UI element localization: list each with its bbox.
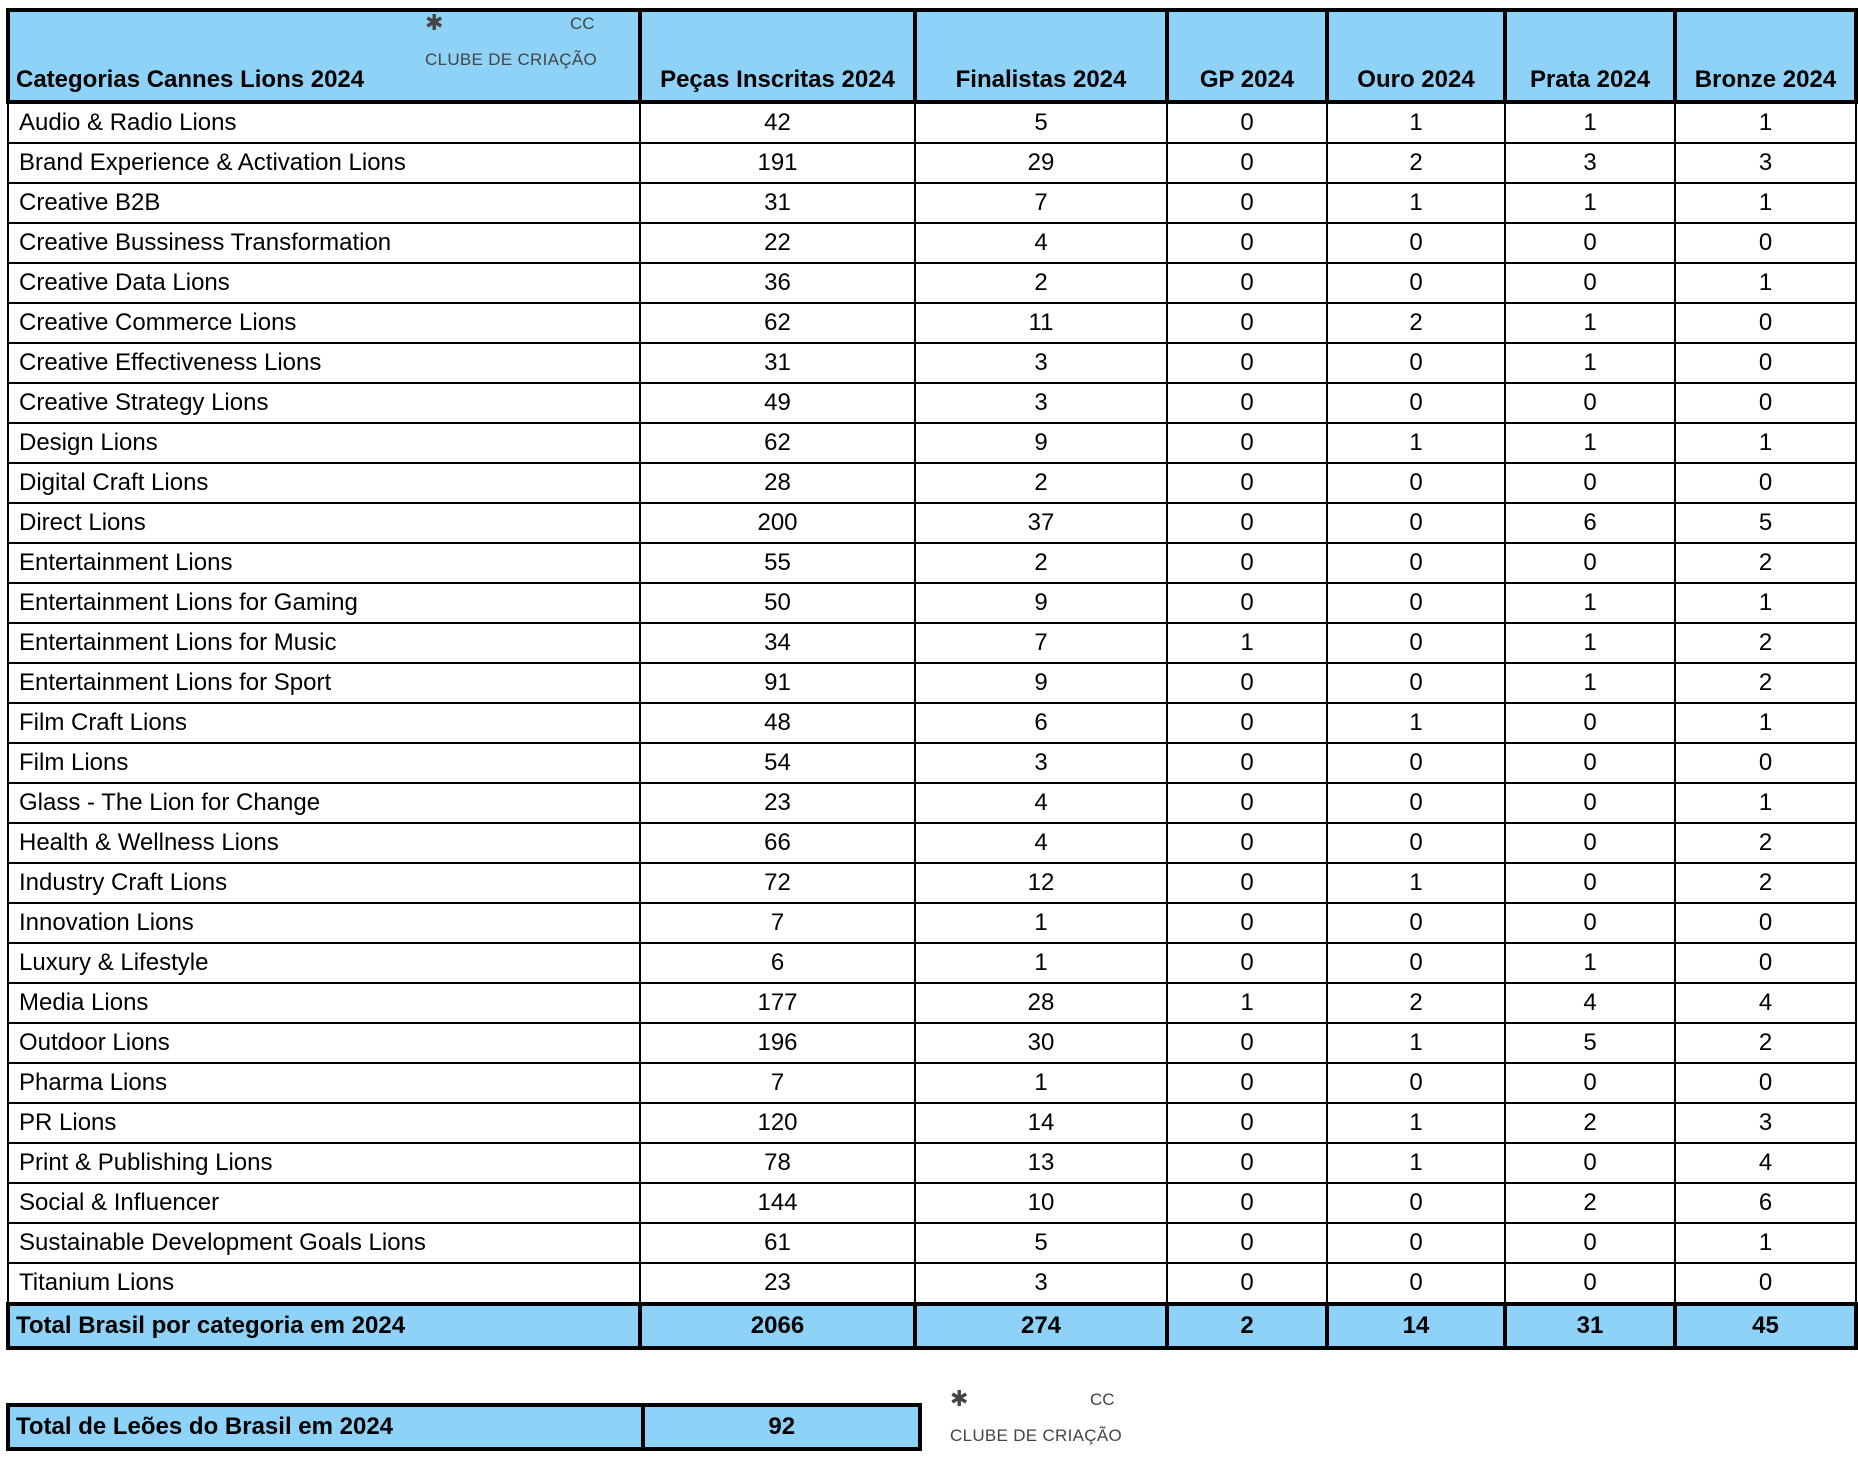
table-row bbox=[8, 1103, 1856, 1143]
cell-silver: 0 bbox=[1505, 1143, 1675, 1183]
table-row bbox=[8, 1183, 1856, 1223]
total-bronze: 45 bbox=[1675, 1304, 1856, 1348]
cell-bronze: 1 bbox=[1675, 583, 1856, 623]
cell-bronze: 2 bbox=[1675, 1023, 1856, 1063]
cell-gp: 0 bbox=[1167, 1103, 1327, 1143]
cell-silver: 1 bbox=[1505, 183, 1675, 223]
cell-category: Design Lions bbox=[8, 423, 640, 463]
cell-gold: 0 bbox=[1327, 583, 1505, 623]
cell-category: Industry Craft Lions bbox=[8, 863, 640, 903]
cell-entries: 78 bbox=[640, 1143, 915, 1183]
cell-category: Entertainment Lions for Gaming bbox=[8, 583, 640, 623]
cell-finalists: 10 bbox=[915, 1183, 1167, 1223]
table-row bbox=[8, 1063, 1856, 1103]
table-row bbox=[8, 743, 1856, 783]
cell-silver: 0 bbox=[1505, 1263, 1675, 1304]
cell-finalists: 30 bbox=[915, 1023, 1167, 1063]
cell-entries: 36 bbox=[640, 263, 915, 303]
cell-gold: 2 bbox=[1327, 143, 1505, 183]
cell-bronze: 0 bbox=[1675, 463, 1856, 503]
cell-bronze: 0 bbox=[1675, 303, 1856, 343]
header-category-label: Categorias Cannes Lions 2024 bbox=[16, 66, 365, 93]
cell-gp: 0 bbox=[1167, 663, 1327, 703]
lions-total-value: 92 bbox=[643, 1405, 920, 1449]
cell-gold: 0 bbox=[1327, 783, 1505, 823]
cell-category: Creative Strategy Lions bbox=[8, 383, 640, 423]
cell-gp: 0 bbox=[1167, 583, 1327, 623]
cell-category: Direct Lions bbox=[8, 503, 640, 543]
cell-category: PR Lions bbox=[8, 1103, 640, 1143]
table-row bbox=[8, 223, 1856, 263]
cell-finalists: 4 bbox=[915, 223, 1167, 263]
cell-bronze: 1 bbox=[1675, 703, 1856, 743]
cell-finalists: 5 bbox=[915, 1223, 1167, 1263]
table-row bbox=[8, 183, 1856, 223]
cell-entries: 144 bbox=[640, 1183, 915, 1223]
cell-silver: 0 bbox=[1505, 223, 1675, 263]
cell-bronze: 3 bbox=[1675, 143, 1856, 183]
cell-category: Brand Experience & Activation Lions bbox=[8, 143, 640, 183]
cell-silver: 2 bbox=[1505, 1103, 1675, 1143]
cell-silver: 0 bbox=[1505, 543, 1675, 583]
cell-entries: 48 bbox=[640, 703, 915, 743]
cell-gp: 0 bbox=[1167, 703, 1327, 743]
header-gp: GP 2024 bbox=[1167, 10, 1327, 102]
cell-finalists: 11 bbox=[915, 303, 1167, 343]
cell-gp: 0 bbox=[1167, 503, 1327, 543]
cannes-lions-table bbox=[6, 8, 1858, 1350]
cell-silver: 1 bbox=[1505, 303, 1675, 343]
cell-entries: 191 bbox=[640, 143, 915, 183]
cell-silver: 1 bbox=[1505, 583, 1675, 623]
cell-gold: 0 bbox=[1327, 1223, 1505, 1263]
cell-category: Creative Commerce Lions bbox=[8, 303, 640, 343]
cell-gp: 0 bbox=[1167, 1183, 1327, 1223]
cell-category: Titanium Lions bbox=[8, 1263, 640, 1304]
cell-category: Glass - The Lion for Change bbox=[8, 783, 640, 823]
cell-finalists: 2 bbox=[915, 263, 1167, 303]
cell-gold: 0 bbox=[1327, 543, 1505, 583]
table-row bbox=[8, 1263, 1856, 1304]
cell-finalists: 9 bbox=[915, 663, 1167, 703]
cell-silver: 1 bbox=[1505, 423, 1675, 463]
cell-finalists: 5 bbox=[915, 102, 1167, 143]
cell-finalists: 1 bbox=[915, 943, 1167, 983]
table-row bbox=[8, 423, 1856, 463]
cell-category: Film Lions bbox=[8, 743, 640, 783]
table-row bbox=[8, 543, 1856, 583]
cell-gp: 0 bbox=[1167, 863, 1327, 903]
lions-total-table bbox=[6, 1403, 922, 1451]
cell-silver: 0 bbox=[1505, 783, 1675, 823]
cell-silver: 0 bbox=[1505, 463, 1675, 503]
cell-gold: 0 bbox=[1327, 463, 1505, 503]
cell-category: Digital Craft Lions bbox=[8, 463, 640, 503]
cell-finalists: 12 bbox=[915, 863, 1167, 903]
cell-gold: 0 bbox=[1327, 823, 1505, 863]
cell-finalists: 28 bbox=[915, 983, 1167, 1023]
table-row bbox=[8, 1023, 1856, 1063]
cell-entries: 66 bbox=[640, 823, 915, 863]
cell-gp: 0 bbox=[1167, 1223, 1327, 1263]
cell-gold: 1 bbox=[1327, 102, 1505, 143]
cell-entries: 23 bbox=[640, 783, 915, 823]
cell-entries: 23 bbox=[640, 1263, 915, 1304]
cell-finalists: 14 bbox=[915, 1103, 1167, 1143]
logo-cc: CC bbox=[570, 14, 595, 33]
total-label: Total Brasil por categoria em 2024 bbox=[8, 1304, 640, 1348]
cell-silver: 2 bbox=[1505, 1183, 1675, 1223]
header-finalists: Finalistas 2024 bbox=[915, 10, 1167, 102]
cell-entries: 49 bbox=[640, 383, 915, 423]
cell-category: Sustainable Development Goals Lions bbox=[8, 1223, 640, 1263]
cell-entries: 50 bbox=[640, 583, 915, 623]
cell-bronze: 0 bbox=[1675, 743, 1856, 783]
cell-entries: 31 bbox=[640, 183, 915, 223]
cell-finalists: 9 bbox=[915, 423, 1167, 463]
cell-gp: 0 bbox=[1167, 303, 1327, 343]
cell-finalists: 4 bbox=[915, 783, 1167, 823]
cell-category: Audio & Radio Lions bbox=[8, 102, 640, 143]
clube-de-criacao-logo bbox=[425, 10, 605, 70]
cell-bronze: 1 bbox=[1675, 263, 1856, 303]
cell-gp: 0 bbox=[1167, 1023, 1327, 1063]
cell-gp: 0 bbox=[1167, 463, 1327, 503]
star-icon: ✱ bbox=[425, 10, 444, 35]
cell-silver: 0 bbox=[1505, 263, 1675, 303]
cell-category: Print & Publishing Lions bbox=[8, 1143, 640, 1183]
cell-gp: 0 bbox=[1167, 183, 1327, 223]
cell-entries: 54 bbox=[640, 743, 915, 783]
total-gp: 2 bbox=[1167, 1304, 1327, 1348]
logo-club-name: CLUBE DE CRIAÇÃO bbox=[425, 50, 598, 69]
cell-gold: 0 bbox=[1327, 663, 1505, 703]
cell-gp: 0 bbox=[1167, 903, 1327, 943]
table-row bbox=[8, 903, 1856, 943]
cell-entries: 28 bbox=[640, 463, 915, 503]
table-row bbox=[8, 583, 1856, 623]
cell-category: Social & Influencer bbox=[8, 1183, 640, 1223]
cell-finalists: 3 bbox=[915, 343, 1167, 383]
cell-finalists: 1 bbox=[915, 1063, 1167, 1103]
cell-silver: 1 bbox=[1505, 663, 1675, 703]
total-finalists: 274 bbox=[915, 1304, 1167, 1348]
table-body bbox=[8, 102, 1856, 1304]
cell-entries: 22 bbox=[640, 223, 915, 263]
cell-silver: 1 bbox=[1505, 343, 1675, 383]
table-row bbox=[8, 663, 1856, 703]
cell-bronze: 0 bbox=[1675, 903, 1856, 943]
cell-bronze: 0 bbox=[1675, 343, 1856, 383]
total-silver: 31 bbox=[1505, 1304, 1675, 1348]
cell-gold: 1 bbox=[1327, 183, 1505, 223]
cell-entries: 196 bbox=[640, 1023, 915, 1063]
cell-finalists: 1 bbox=[915, 903, 1167, 943]
cell-gold: 0 bbox=[1327, 503, 1505, 543]
cell-gp: 0 bbox=[1167, 823, 1327, 863]
cell-bronze: 2 bbox=[1675, 823, 1856, 863]
cell-entries: 31 bbox=[640, 343, 915, 383]
cell-silver: 0 bbox=[1505, 823, 1675, 863]
cell-category: Entertainment Lions for Sport bbox=[8, 663, 640, 703]
cell-gp: 0 bbox=[1167, 383, 1327, 423]
cell-bronze: 0 bbox=[1675, 383, 1856, 423]
cell-silver: 1 bbox=[1505, 623, 1675, 663]
table-row bbox=[8, 983, 1856, 1023]
cell-finalists: 3 bbox=[915, 1263, 1167, 1304]
cell-gp: 0 bbox=[1167, 263, 1327, 303]
cell-entries: 72 bbox=[640, 863, 915, 903]
cell-entries: 7 bbox=[640, 1063, 915, 1103]
cell-silver: 1 bbox=[1505, 943, 1675, 983]
cell-bronze: 2 bbox=[1675, 863, 1856, 903]
cell-gold: 0 bbox=[1327, 743, 1505, 783]
cell-category: Media Lions bbox=[8, 983, 640, 1023]
cell-entries: 120 bbox=[640, 1103, 915, 1143]
cell-category: Creative Data Lions bbox=[8, 263, 640, 303]
table-row bbox=[8, 623, 1856, 663]
cell-finalists: 37 bbox=[915, 503, 1167, 543]
cell-finalists: 2 bbox=[915, 543, 1167, 583]
table-row bbox=[8, 703, 1856, 743]
cell-bronze: 0 bbox=[1675, 943, 1856, 983]
cell-gold: 1 bbox=[1327, 423, 1505, 463]
cell-category: Creative B2B bbox=[8, 183, 640, 223]
cell-category: Luxury & Lifestyle bbox=[8, 943, 640, 983]
cell-gp: 0 bbox=[1167, 783, 1327, 823]
cell-finalists: 2 bbox=[915, 463, 1167, 503]
cell-gold: 0 bbox=[1327, 1063, 1505, 1103]
cell-silver: 0 bbox=[1505, 383, 1675, 423]
cell-gold: 1 bbox=[1327, 1023, 1505, 1063]
cell-category: Creative Effectiveness Lions bbox=[8, 343, 640, 383]
cell-bronze: 2 bbox=[1675, 663, 1856, 703]
cell-gold: 0 bbox=[1327, 383, 1505, 423]
cell-finalists: 3 bbox=[915, 743, 1167, 783]
cell-gp: 0 bbox=[1167, 943, 1327, 983]
table-row bbox=[8, 1223, 1856, 1263]
cell-bronze: 0 bbox=[1675, 1263, 1856, 1304]
cell-entries: 62 bbox=[640, 303, 915, 343]
cell-silver: 3 bbox=[1505, 143, 1675, 183]
cell-bronze: 6 bbox=[1675, 1183, 1856, 1223]
cell-finalists: 29 bbox=[915, 143, 1167, 183]
cell-bronze: 1 bbox=[1675, 183, 1856, 223]
header-bronze: Bronze 2024 bbox=[1675, 10, 1856, 102]
cell-gold: 0 bbox=[1327, 1263, 1505, 1304]
header-row bbox=[8, 10, 1856, 102]
cell-gold: 0 bbox=[1327, 343, 1505, 383]
total-entries: 2066 bbox=[640, 1304, 915, 1348]
header-gold: Ouro 2024 bbox=[1327, 10, 1505, 102]
cell-silver: 1 bbox=[1505, 102, 1675, 143]
cell-silver: 4 bbox=[1505, 983, 1675, 1023]
cell-bronze: 5 bbox=[1675, 503, 1856, 543]
cell-silver: 0 bbox=[1505, 703, 1675, 743]
cell-gold: 0 bbox=[1327, 623, 1505, 663]
cell-gold: 1 bbox=[1327, 1143, 1505, 1183]
lions-total-row bbox=[8, 1405, 920, 1449]
cell-silver: 0 bbox=[1505, 743, 1675, 783]
table-row bbox=[8, 383, 1856, 423]
cell-gp: 1 bbox=[1167, 983, 1327, 1023]
table-row bbox=[8, 263, 1856, 303]
cell-entries: 177 bbox=[640, 983, 915, 1023]
cell-bronze: 1 bbox=[1675, 102, 1856, 143]
total-gold: 14 bbox=[1327, 1304, 1505, 1348]
cell-gold: 2 bbox=[1327, 303, 1505, 343]
cell-entries: 7 bbox=[640, 903, 915, 943]
cell-category: Creative Bussiness Transformation bbox=[8, 223, 640, 263]
cell-finalists: 9 bbox=[915, 583, 1167, 623]
cell-bronze: 0 bbox=[1675, 223, 1856, 263]
lions-total-label: Total de Leões do Brasil em 2024 bbox=[8, 1405, 643, 1449]
cell-gp: 0 bbox=[1167, 102, 1327, 143]
table-row bbox=[8, 823, 1856, 863]
cell-gp: 1 bbox=[1167, 623, 1327, 663]
cell-bronze: 4 bbox=[1675, 983, 1856, 1023]
cell-silver: 5 bbox=[1505, 1023, 1675, 1063]
cell-gold: 1 bbox=[1327, 863, 1505, 903]
cell-entries: 200 bbox=[640, 503, 915, 543]
cell-entries: 55 bbox=[640, 543, 915, 583]
logo-club-name: CLUBE DE CRIAÇÃO bbox=[950, 1426, 1123, 1445]
table-row bbox=[8, 783, 1856, 823]
cell-gold: 0 bbox=[1327, 943, 1505, 983]
cell-bronze: 4 bbox=[1675, 1143, 1856, 1183]
cell-gold: 2 bbox=[1327, 983, 1505, 1023]
cell-gold: 0 bbox=[1327, 1183, 1505, 1223]
cell-silver: 0 bbox=[1505, 1223, 1675, 1263]
cell-silver: 6 bbox=[1505, 503, 1675, 543]
cell-bronze: 3 bbox=[1675, 1103, 1856, 1143]
cell-category: Health & Wellness Lions bbox=[8, 823, 640, 863]
cell-category: Outdoor Lions bbox=[8, 1023, 640, 1063]
cell-gp: 0 bbox=[1167, 143, 1327, 183]
cell-gold: 0 bbox=[1327, 903, 1505, 943]
clube-de-criacao-logo-footer bbox=[950, 1386, 1130, 1446]
cell-category: Film Craft Lions bbox=[8, 703, 640, 743]
cell-gp: 0 bbox=[1167, 223, 1327, 263]
cell-bronze: 1 bbox=[1675, 423, 1856, 463]
total-row bbox=[8, 1304, 1856, 1348]
table-row bbox=[8, 102, 1856, 143]
table-row bbox=[8, 943, 1856, 983]
cell-finalists: 7 bbox=[915, 623, 1167, 663]
cell-bronze: 1 bbox=[1675, 783, 1856, 823]
cell-bronze: 2 bbox=[1675, 543, 1856, 583]
table-row bbox=[8, 503, 1856, 543]
cell-gold: 0 bbox=[1327, 263, 1505, 303]
cell-gp: 0 bbox=[1167, 543, 1327, 583]
table-row bbox=[8, 1143, 1856, 1183]
cell-bronze: 2 bbox=[1675, 623, 1856, 663]
cell-finalists: 4 bbox=[915, 823, 1167, 863]
table-row bbox=[8, 303, 1856, 343]
cell-entries: 91 bbox=[640, 663, 915, 703]
cell-finalists: 13 bbox=[915, 1143, 1167, 1183]
cell-entries: 6 bbox=[640, 943, 915, 983]
cell-gp: 0 bbox=[1167, 423, 1327, 463]
cell-category: Pharma Lions bbox=[8, 1063, 640, 1103]
cell-gp: 0 bbox=[1167, 343, 1327, 383]
cell-category: Innovation Lions bbox=[8, 903, 640, 943]
cell-entries: 34 bbox=[640, 623, 915, 663]
cell-bronze: 1 bbox=[1675, 1223, 1856, 1263]
cell-gold: 0 bbox=[1327, 223, 1505, 263]
cell-finalists: 3 bbox=[915, 383, 1167, 423]
cell-silver: 0 bbox=[1505, 903, 1675, 943]
logo-cc: CC bbox=[1090, 1390, 1115, 1409]
cell-category: Entertainment Lions bbox=[8, 543, 640, 583]
cell-gp: 0 bbox=[1167, 743, 1327, 783]
star-icon: ✱ bbox=[950, 1386, 969, 1411]
cell-silver: 0 bbox=[1505, 1063, 1675, 1103]
cell-bronze: 0 bbox=[1675, 1063, 1856, 1103]
cell-gp: 0 bbox=[1167, 1263, 1327, 1304]
cell-entries: 61 bbox=[640, 1223, 915, 1263]
cell-finalists: 7 bbox=[915, 183, 1167, 223]
header-entries: Peças Inscritas 2024 bbox=[640, 10, 915, 102]
cell-gp: 0 bbox=[1167, 1143, 1327, 1183]
table-row bbox=[8, 463, 1856, 503]
cell-finalists: 6 bbox=[915, 703, 1167, 743]
cell-silver: 0 bbox=[1505, 863, 1675, 903]
cell-gp: 0 bbox=[1167, 1063, 1327, 1103]
cell-entries: 42 bbox=[640, 102, 915, 143]
table-row bbox=[8, 343, 1856, 383]
header-silver: Prata 2024 bbox=[1505, 10, 1675, 102]
table-row bbox=[8, 143, 1856, 183]
cell-gold: 1 bbox=[1327, 1103, 1505, 1143]
table-row bbox=[8, 863, 1856, 903]
cell-entries: 62 bbox=[640, 423, 915, 463]
cell-category: Entertainment Lions for Music bbox=[8, 623, 640, 663]
cell-gold: 1 bbox=[1327, 703, 1505, 743]
